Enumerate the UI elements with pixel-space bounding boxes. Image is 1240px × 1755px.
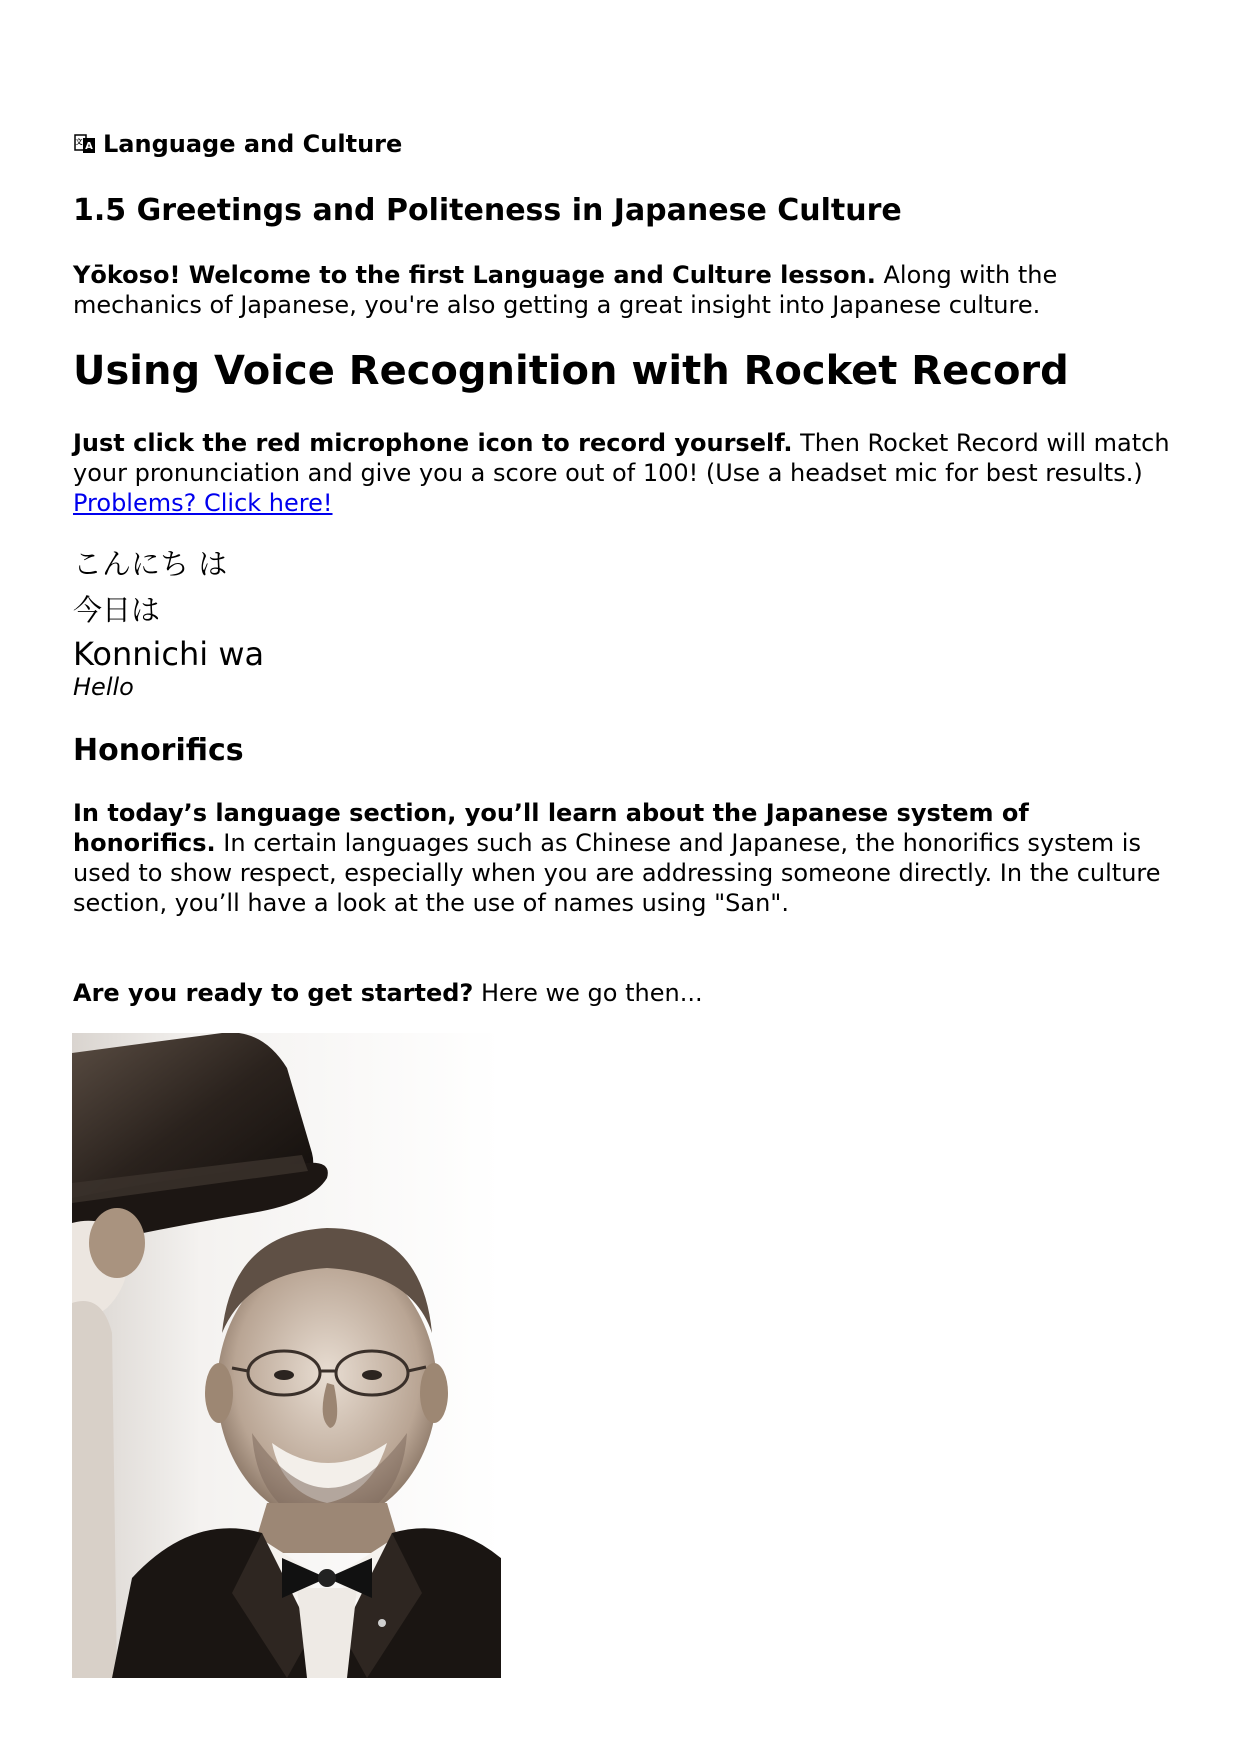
photo-illustration bbox=[72, 1033, 501, 1678]
language-icon bbox=[73, 132, 97, 156]
honorifics-text: In certain languages such as Chinese and Japanese, the honorifics system is used to show respect, especially when you are addressing someone directly. In the culture section, you’ll have a look at the use of names using "San". bbox=[73, 829, 1161, 917]
intro-paragraph bbox=[73, 260, 1173, 320]
phrase-kana: こんにち は bbox=[73, 547, 228, 581]
ready-bold: Are you ready to get started? bbox=[73, 979, 474, 1007]
phrase-translation: Hello bbox=[73, 673, 134, 701]
voice-text: Then Rocket Record will match your pronunciation and give you a score out of 100! (Use a headset mic for best results.) bbox=[73, 429, 1170, 487]
man-with-top-hat-photo bbox=[72, 1033, 501, 1678]
honorifics-title: Honorifics bbox=[73, 733, 244, 768]
voice-bold: Just click the red microphone icon to record yourself. bbox=[73, 429, 793, 457]
intro-bold: Yōkoso! Welcome to the first Language and Culture lesson. bbox=[73, 261, 876, 289]
ready-text: Here we go then... bbox=[473, 979, 703, 1007]
intro-text: Along with the mechanics of Japanese, you're also getting a great insight into Japanese culture. bbox=[73, 261, 1058, 319]
lesson-title: 1.5 Greetings and Politeness in Japanese Culture bbox=[73, 193, 902, 228]
voice-recognition-title: Using Voice Recognition with Rocket Record bbox=[73, 348, 1069, 394]
svg-text:A: A bbox=[85, 141, 93, 152]
ready-paragraph bbox=[73, 978, 1173, 1008]
honorifics-bold: In today’s language section, you’ll learn about the Japanese system of honorifics. bbox=[73, 799, 1029, 857]
section-label-text: Language and Culture bbox=[103, 130, 403, 158]
honorifics-paragraph bbox=[73, 798, 1173, 918]
svg-text:文: 文 bbox=[75, 138, 83, 146]
voice-paragraph bbox=[73, 428, 1173, 518]
section-label bbox=[73, 130, 402, 158]
phrase-kanji: 今日は bbox=[73, 593, 161, 627]
phrase-romaji: Konnichi wa bbox=[73, 635, 265, 673]
problems-link[interactable]: Problems? Click here! bbox=[73, 489, 333, 517]
